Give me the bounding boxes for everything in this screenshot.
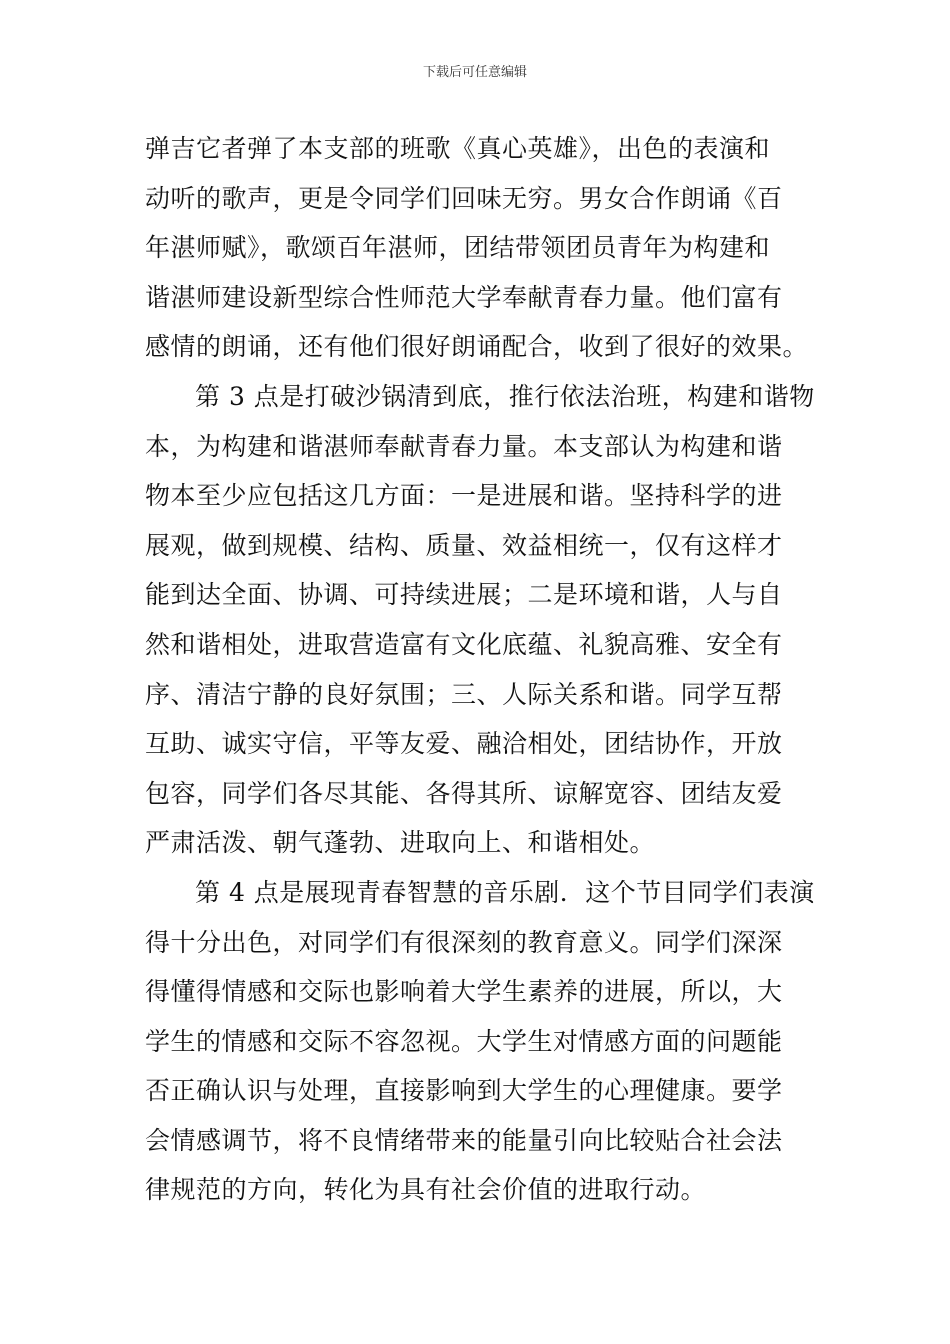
text-line: 能到达全面、协调、可持续进展；二是环境和谐，人与自 [145, 580, 783, 610]
text-line: 学生的情感和交际不容忽视。大学生对情感方面的问题能 [145, 1026, 783, 1056]
text-line: 否正确认识与处理，直接影响到大学生的心理健康。要学 [145, 1076, 783, 1106]
text-line: 包容，同学们各尽其能、各得其所、谅解宽容、团结友爱 [145, 778, 783, 808]
text-line: 得懂得情感和交际也影响着大学生素养的进展，所以，大 [145, 977, 783, 1007]
text-line: 互助、诚实守信，平等友爱、融洽相处，团结协作，开放 [145, 729, 783, 759]
text-line: 得十分出色，对同学们有很深刻的教育意义。同学们深深 [145, 927, 783, 957]
text-line: 年湛师赋》，歌颂百年湛师，团结带领团员青年为构建和 [145, 233, 771, 263]
text-line: 展观，做到规模、结构、质量、效益相统一，仅有这样才 [145, 530, 783, 560]
text-line: 然和谐相处，进取营造富有文化底蕴、礼貌高雅、安全有 [145, 629, 783, 659]
paragraph-start-line: 第 4 点是展现青春智慧的音乐剧．这个节目同学们表演 [195, 877, 815, 907]
text-line: 序、清洁宁静的良好氛围；三、人际关系和谐。同学互帮 [145, 679, 783, 709]
text-line: 本，为构建和谐湛师奉献青春力量。本支部认为构建和谐 [145, 431, 783, 461]
text-line: 弹吉它者弹了本支部的班歌《真心英雄》，出色的表演和 [145, 134, 771, 163]
text-line: 会情感调节，将不良情绪带来的能量引向比较贴合社会法 [145, 1125, 783, 1155]
text-line: 动听的歌声，更是令同学们回味无穷。男女合作朗诵《百 [145, 183, 783, 213]
text-line: 严肃活泼、朝气蓬勃、进取向上、和谐相处。 [145, 828, 656, 858]
page-header: 下载后可任意编辑 [422, 65, 527, 80]
text-line: 感情的朗诵，还有他们很好朗诵配合，收到了很好的效果。 [145, 332, 809, 362]
text-line: 物本至少应包括这几方面：一是进展和谐。坚持科学的进 [145, 481, 783, 511]
document-body [145, 124, 815, 1215]
paragraph-start-line: 第 3 点是打破沙锅清到底，推行依法治班，构建和谐物 [195, 381, 815, 411]
text-line: 律规范的方向，转化为具有社会价值的进取行动。 [145, 1175, 707, 1205]
text-line: 谐湛师建设新型综合性师范大学奉献青春力量。他们富有 [145, 282, 783, 312]
